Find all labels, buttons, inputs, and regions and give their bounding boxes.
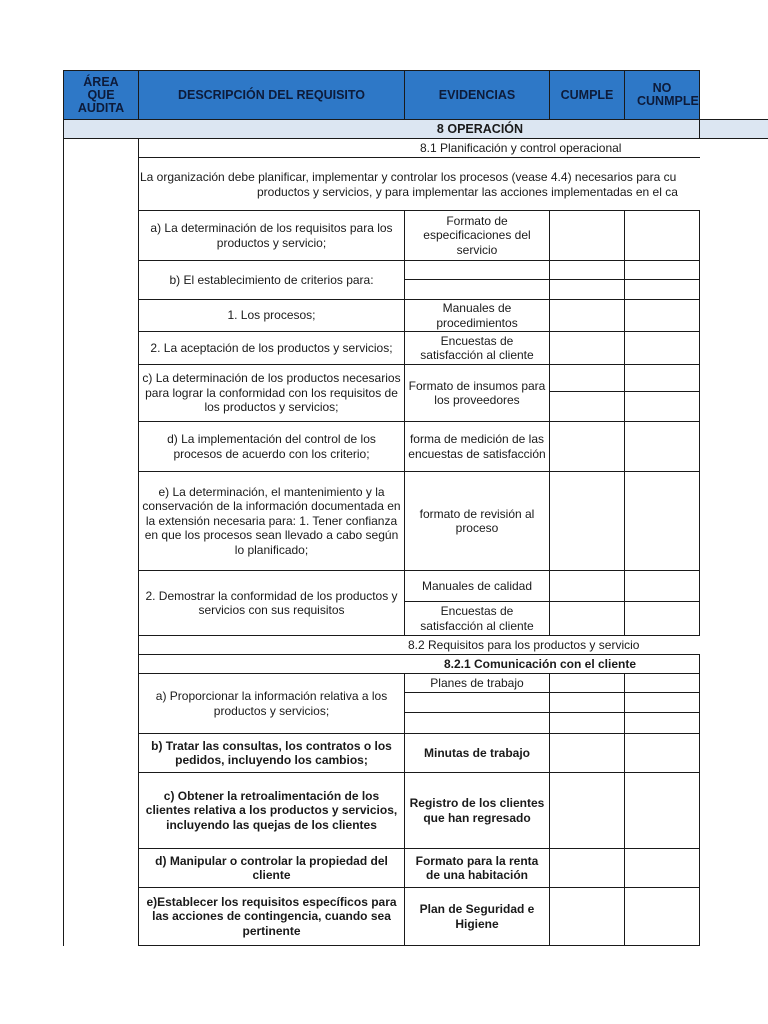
row-e-evid: formato de revisión al proceso [404, 471, 550, 571]
subtitle-8-1: 8.1 Planificación y control operacional [420, 141, 622, 155]
row-821a-cumple-2[interactable] [549, 692, 625, 713]
row-e-no-cumple[interactable] [624, 471, 700, 571]
row-821a-evid-2 [404, 692, 550, 713]
row-a-evid: Formato de especificaciones del servicio [404, 210, 550, 261]
row-b-evid [404, 260, 550, 280]
row-821a-no-cumple[interactable] [624, 673, 700, 693]
row-821b-cumple[interactable] [549, 733, 625, 773]
header-evidencias-label: EVIDENCIAS [438, 87, 516, 102]
row-d-no-cumple[interactable] [624, 421, 700, 472]
row-a-cumple[interactable] [549, 210, 625, 261]
row-b1-req: 1. Los procesos; [138, 299, 405, 332]
area-column-left-border [63, 138, 64, 946]
row-821d-no-cumple[interactable] [624, 848, 700, 888]
band-divider [699, 120, 700, 138]
header-no-cumple [624, 70, 700, 120]
header-area-audita [63, 70, 139, 120]
intro-line-2: productos y servicios, y para implementar las acciones implementadas en el ca [257, 184, 678, 199]
row-e2-cumple-2[interactable] [549, 601, 625, 636]
row-c-no-cumple[interactable] [624, 364, 700, 392]
row-821a-evid-3 [404, 712, 550, 734]
header-no-cumple-label: NO CUNMPLE [637, 81, 699, 108]
row-e2-no-cumple-2[interactable] [624, 601, 700, 636]
row-d-cumple[interactable] [549, 421, 625, 472]
row-d-evid: forma de medición de las encuestas de satisfacción [404, 421, 550, 472]
row-821d-cumple[interactable] [549, 848, 625, 888]
row-e2-req: 2. Demostrar la conformidad de los productos y servicios con sus requisitos [138, 570, 405, 636]
header-descripcion [138, 70, 405, 120]
row-b1-evid: Manuales de procedimientos [404, 299, 550, 332]
row-b2-evid: Encuestas de satisfacción al cliente [404, 331, 550, 365]
row-821b-req: b) Tratar las consultas, los contratos o los pedidos, incluyendo los cambios; [138, 733, 405, 773]
row-e-req: e) La determinación, el mantenimiento y la conservación de la información documentada en la extensión necesaria para: 1. Tener confianza en que los procesos sean llevado a cabo según lo planificado; [138, 471, 405, 571]
row-b-evid-2 [404, 279, 550, 300]
row-b-req: b) El establecimiento de criterios para: [138, 260, 405, 300]
row-821a-evid: Planes de trabajo [404, 673, 550, 693]
header-evidencias [404, 70, 550, 120]
row-d-req: d) La implementación del control de los procesos de acuerdo con los criterio; [138, 421, 405, 472]
row-821a-no-cumple-3[interactable] [624, 712, 700, 734]
row-c-evid: Formato de insumos para los proveedores [404, 364, 550, 422]
row-821a-cumple[interactable] [549, 673, 625, 693]
row-b-no-cumple[interactable] [624, 260, 700, 280]
section-title: 8 OPERACIÓN [436, 122, 524, 136]
header-cumple-label: CUMPLE [560, 87, 614, 102]
row-821d-evid: Formato para la renta de una habitación [404, 848, 550, 888]
row-c-no-cumple-2[interactable] [624, 391, 700, 422]
row-821c-no-cumple[interactable] [624, 772, 700, 849]
row-b-cumple[interactable] [549, 260, 625, 280]
row-e2-evid: Manuales de calidad [404, 570, 550, 602]
row-821a-req: a) Proporcionar la información relativa a los productos y servicios; [138, 673, 405, 734]
row-821e-req: e)Establecer los requisitos específicos para las acciones de contingencia, cuando sea pertinente [138, 887, 405, 946]
header-descripcion-label: DESCRIPCIÓN DEL REQUISITO [177, 87, 366, 102]
row-b-cumple-2[interactable] [549, 279, 625, 300]
header-area-label: ÁREA QUE AUDITA [77, 74, 125, 115]
subtitle-8-2-1: 8.2.1 Comunicación con el cliente [443, 657, 637, 671]
row-821e-no-cumple[interactable] [624, 887, 700, 946]
row-821e-evid: Plan de Seguridad e Higiene [404, 887, 550, 946]
row-b2-req: 2. La aceptación de los productos y servicios; [138, 331, 405, 365]
row-821d-req: d) Manipular o controlar la propiedad del cliente [138, 848, 405, 888]
row-821c-cumple[interactable] [549, 772, 625, 849]
row-e2-no-cumple[interactable] [624, 570, 700, 602]
row-b1-no-cumple[interactable] [624, 299, 700, 332]
row-821a-cumple-3[interactable] [549, 712, 625, 734]
row-821c-evid: Registro de los clientes que han regresado [404, 772, 550, 849]
row-e2-cumple[interactable] [549, 570, 625, 602]
subtitle-8-2: 8.2 Requisitos para los productos y servicio [408, 638, 640, 652]
row-821e-cumple[interactable] [549, 887, 625, 946]
row-c-req: c) La determinación de los productos necesarios para lograr la conformidad con los requisitos de los productos y servicios; [138, 364, 405, 422]
rule-after-8-1 [138, 157, 700, 158]
row-e-cumple[interactable] [549, 471, 625, 571]
row-b-no-cumple-2[interactable] [624, 279, 700, 300]
row-821b-evid: Minutas de trabajo [404, 733, 550, 773]
row-821a-no-cumple-2[interactable] [624, 692, 700, 713]
row-c-cumple[interactable] [549, 364, 625, 392]
row-a-no-cumple[interactable] [624, 210, 700, 261]
row-821b-no-cumple[interactable] [624, 733, 700, 773]
row-b2-no-cumple[interactable] [624, 331, 700, 365]
row-b1-cumple[interactable] [549, 299, 625, 332]
row-b2-cumple[interactable] [549, 331, 625, 365]
row-821c-req: c) Obtener la retroalimentación de los clientes relativa a los productos y servicios, incluyendo las quejas de los clientes [138, 772, 405, 849]
header-cumple [549, 70, 625, 120]
row-a-req: a) La determinación de los requisitos para los productos y servicio; [138, 210, 405, 261]
row-e2-evid-2: Encuestas de satisfacción al cliente [404, 601, 550, 636]
row-c-cumple-2[interactable] [549, 391, 625, 422]
intro-line-1: La organización debe planificar, implementar y controlar los procesos (vease 4.4) necesarios para cu [140, 169, 677, 184]
